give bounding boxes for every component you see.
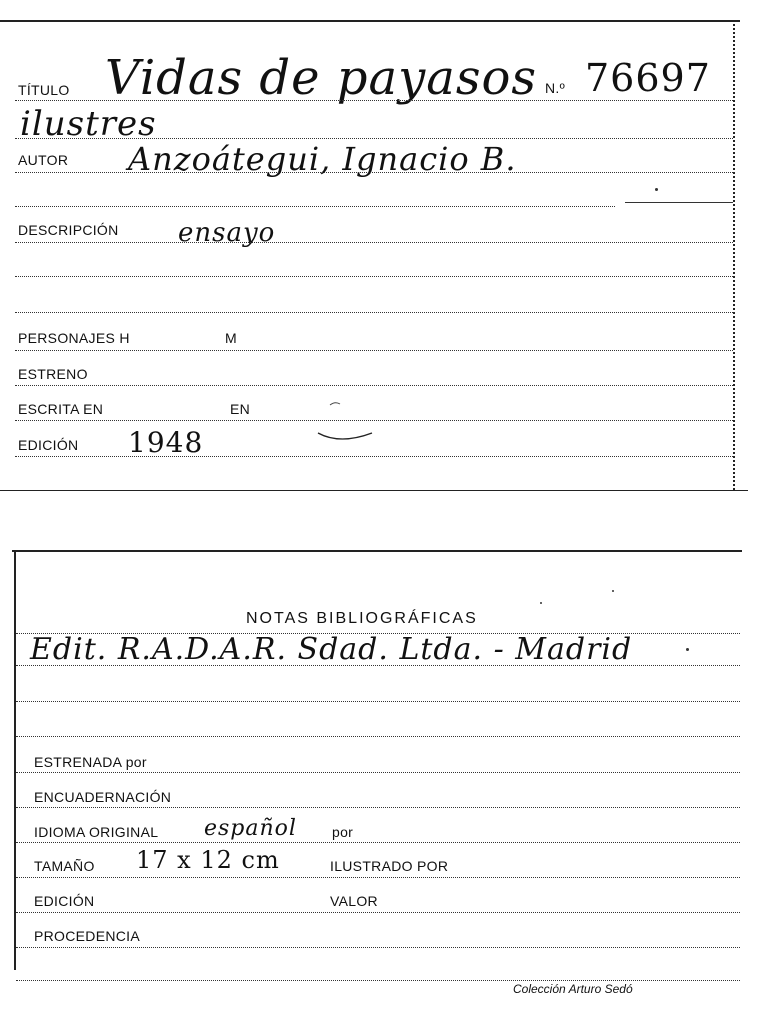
escrita-en-label: ESCRITA EN — [18, 401, 104, 417]
ilustrado-por-label: ILUSTRADO POR — [330, 858, 449, 874]
idioma-original-value: español — [204, 816, 297, 841]
valor-label: VALOR — [330, 893, 378, 909]
tamano-label: TAMAÑO — [34, 858, 95, 874]
notas-line-3 — [16, 736, 740, 737]
speck — [655, 188, 658, 191]
descripcion-label: DESCRIPCIÓN — [18, 222, 119, 238]
speck — [540, 602, 542, 604]
encuadernacion-line — [16, 807, 740, 808]
collection-credit: Colección Arturo Sedó — [513, 982, 633, 996]
edicion-line — [15, 456, 733, 457]
estreno-label: ESTRENO — [18, 366, 88, 382]
autor-line — [15, 172, 733, 173]
escrita-en-second-label: EN — [230, 401, 251, 417]
blank-line-2 — [15, 276, 733, 277]
titulo-continuation-line — [15, 138, 733, 139]
procedencia-line — [16, 947, 740, 948]
procedencia-label: PROCEDENCIA — [34, 928, 140, 944]
edicion-back-line — [16, 912, 740, 913]
card-top-border — [12, 550, 742, 552]
descripcion-value: ensayo — [178, 218, 276, 248]
card-top-border — [0, 20, 740, 22]
por-label: por — [332, 824, 354, 840]
edicion-label: EDICIÓN — [18, 437, 79, 453]
card-bottom-border — [0, 490, 748, 491]
estrenada-por-label: ESTRENADA por — [34, 754, 147, 770]
personajes-h-label: PERSONAJES H — [18, 330, 130, 346]
card-right-border — [733, 20, 735, 490]
blank-line-1-end — [625, 202, 733, 203]
tamano-value: 17 x 12 cm — [136, 846, 280, 874]
blank-line-1 — [15, 206, 615, 207]
notas-line-2 — [16, 701, 740, 702]
titulo-line — [15, 100, 733, 101]
bottom-line — [16, 980, 740, 981]
encuadernacion-label: ENCUADERNACIÓN — [34, 789, 172, 805]
estrenada-por-line — [16, 772, 740, 773]
titulo-value-continued: ilustres — [20, 104, 157, 144]
descripcion-line — [15, 242, 733, 243]
numero-value: 76697 — [585, 56, 711, 100]
catalog-card-back — [0, 540, 759, 1020]
speck — [686, 648, 689, 651]
notas-heading: NOTAS BIBLIOGRÁFICAS — [246, 610, 478, 627]
notas-heading-line — [16, 633, 740, 634]
notas-line-1 — [16, 665, 740, 666]
titulo-label: TÍTULO — [18, 82, 70, 98]
autor-value: Anzoátegui, Ignacio B. — [128, 140, 517, 178]
personajes-line — [15, 350, 733, 351]
idioma-original-label: IDIOMA ORIGINAL — [34, 824, 159, 840]
speck — [612, 590, 614, 592]
autor-label: AUTOR — [18, 152, 69, 168]
pen-mark — [310, 395, 390, 445]
numero-label: N.º — [545, 80, 566, 96]
catalog-card-front — [0, 0, 759, 500]
edicion-value: 1948 — [128, 426, 204, 459]
tamano-line — [16, 877, 740, 878]
personajes-m-label: M — [225, 330, 237, 346]
titulo-value: Vidas de payasos — [105, 50, 538, 106]
blank-line-3 — [15, 312, 733, 313]
edicion-back-label: EDICIÓN — [34, 893, 95, 909]
notas-value: Edit. R.A.D.A.R. Sdad. Ltda. - Madrid — [30, 632, 633, 667]
estreno-line — [15, 385, 733, 386]
card-left-border — [14, 550, 16, 970]
idioma-original-line — [16, 842, 740, 843]
